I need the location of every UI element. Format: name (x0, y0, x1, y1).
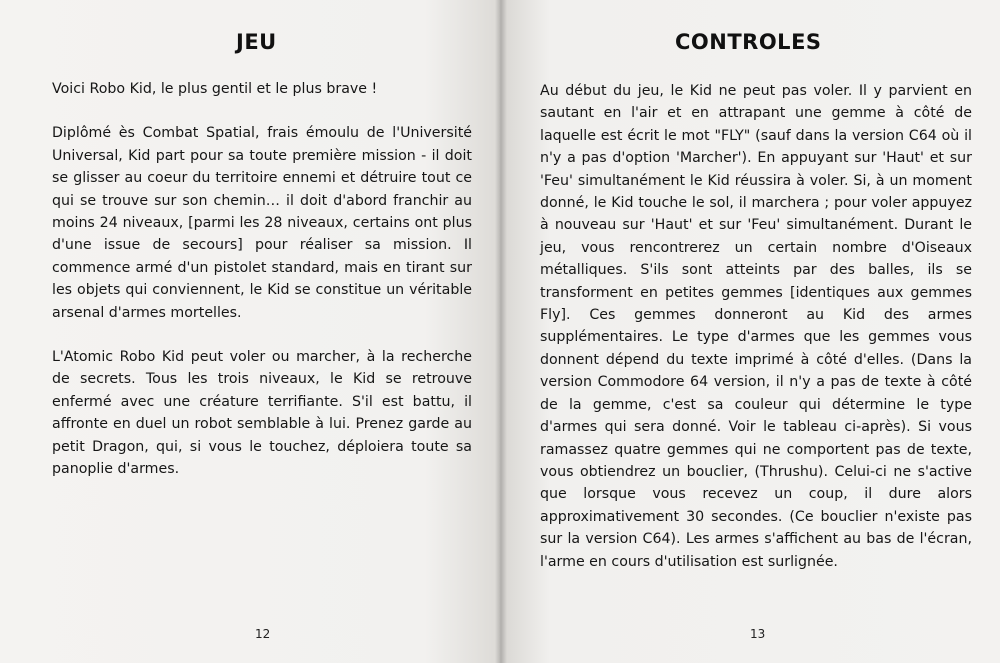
left-page-body (52, 78, 472, 503)
right-page-title: CONTROLES (675, 30, 822, 54)
left-paragraph: Diplômé ès Combat Spatial, frais émoulu de l'Université Universal, Kid part pour sa toute première mission - il doit se glisser au coeur du territoire ennemi et détruire tout ce qui se trouve sur son chemin… il doit d'abord franchir au moins 24 niveaux, [parmi les 28 niveaux, certains ont plus d'une issue de secours] pour réaliser sa mission. Il commence armé d'un pistolet standard, mais en tirant sur les objets qui conviennent, le Kid se constitue un véritable arsenal d'armes mortelles. (52, 125, 472, 321)
right-page-body (540, 80, 972, 595)
book-gutter (495, 0, 507, 663)
right-page (500, 0, 1000, 663)
right-page-number: 13 (750, 627, 766, 641)
left-paragraph: Voici Robo Kid, le plus gentil et le plus brave ! (52, 81, 378, 97)
left-paragraph: L'Atomic Robo Kid peut voler ou marcher, à la recherche de secrets. Tous les trois niveaux, le Kid se retrouve enfermé avec une créature terrifiante. S'il est battu, il affronte en duel un robot semblable à lui. Prenez garde au petit Dragon, qui, si vous le touchez, déploiera toute sa panoplie d'armes. (52, 349, 472, 478)
left-page-number: 12 (255, 627, 271, 641)
left-page-title: JEU (236, 30, 277, 54)
right-paragraph: Au début du jeu, le Kid ne peut pas voler. Il y parvient en sautant en l'air et en attrapant une gemme à côté de laquelle est écrit le mot "FLY" (sauf dans la version C64 où il n'y a pas d'option 'Marcher'). En appuyant sur 'Haut' et sur 'Feu' simultanément le Kid réussira à voler. Si, à un moment donné, le Kid touche le sol, il marchera ; pour voler appuyez à nouveau sur 'Haut' et sur 'Feu' simultanément. Durant le jeu, vous rencontrerez un certain nombre d'Oiseaux métalliques. S'ils sont atteints par des balles, ils se transforment en petites gemmes [identiques aux gemmes Fly]. Ces gemmes donneront au Kid des armes supplémentaires. Le type d'armes que les gemmes vous donnent dépend du texte imprimé à côté d'elles. (Dans la version Commodore 64 version, il n'y a pas de texte à côté de la gemme, c'est sa couleur qui détermine le type d'armes qui sera donné. Voir le tableau ci-après). Si vous ramassez quatre gemmes qui ne comportent pas de texte, vous obtiendrez un bouclier, (Thrushu). Celui-ci ne s'active que lorsque vous recevez un coup, il dure alors approximativement 30 secondes. (Ce bouclier n'existe pas sur la version C64). Les armes s'affichent au bas de l'écran, l'arme en cours d'utilisation est surlignée. (540, 83, 972, 570)
